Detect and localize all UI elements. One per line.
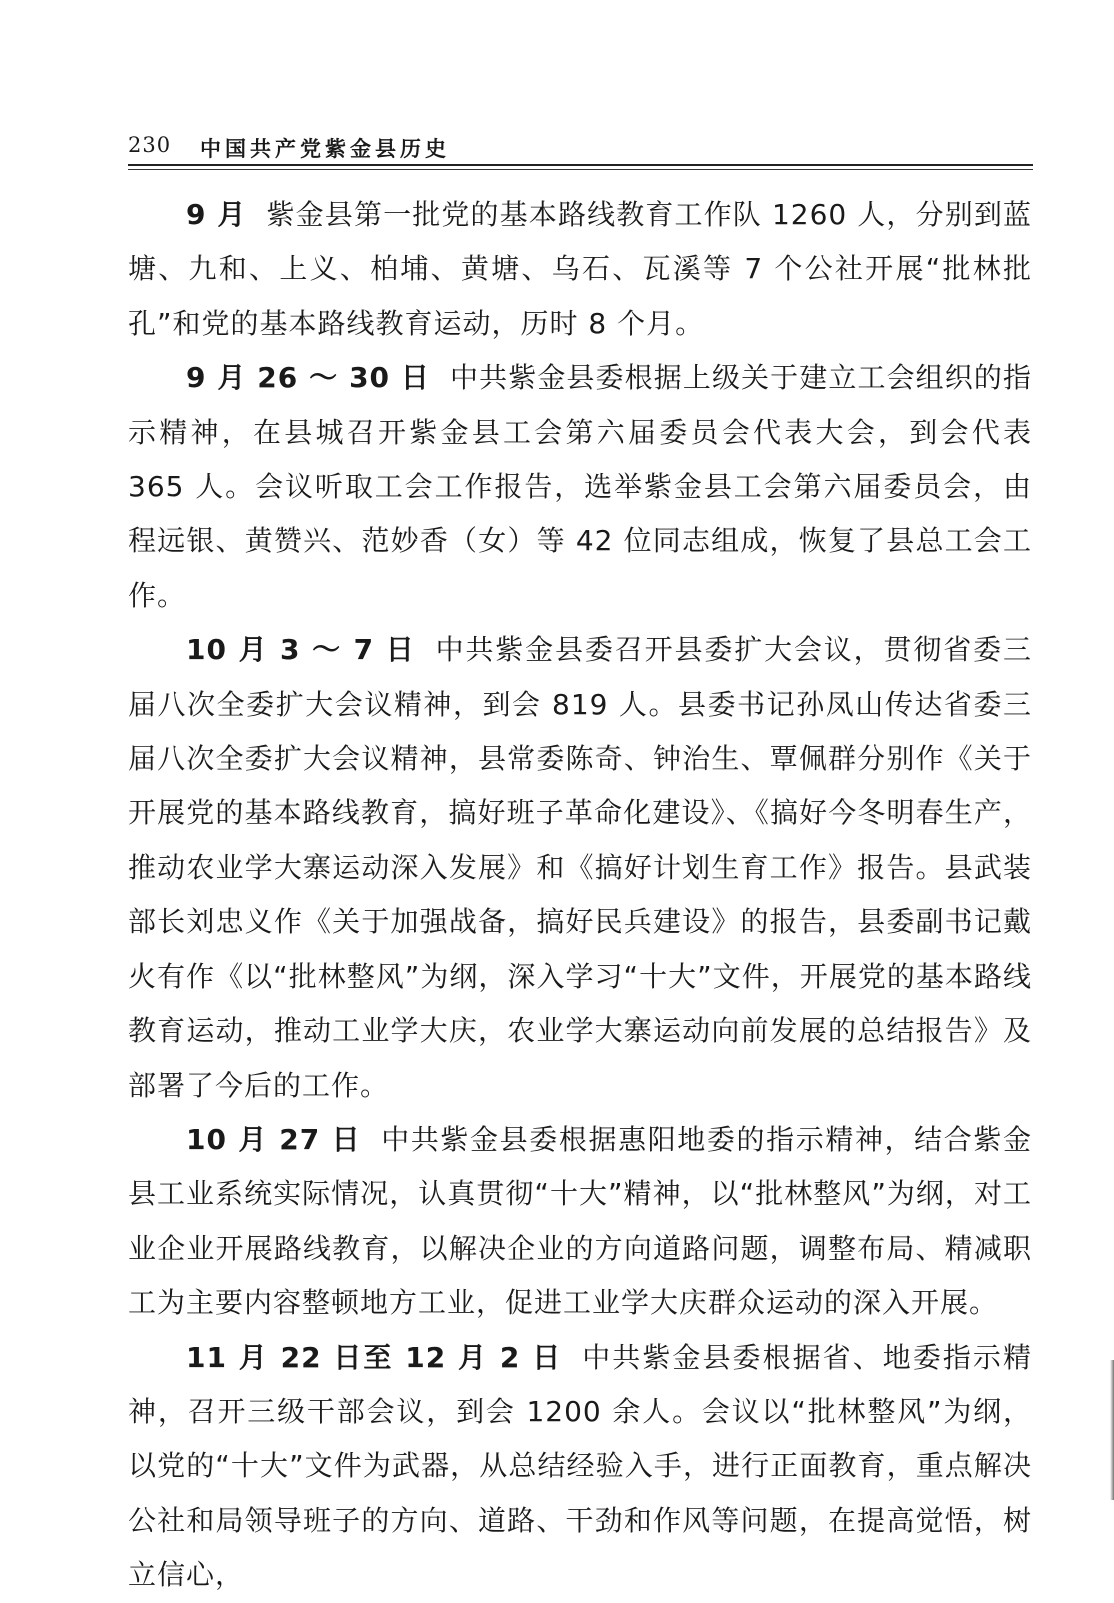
header-rule-thick [128,164,1033,166]
scan-edge-shadow [1110,1360,1114,1500]
entry-text: 中共紫金县委根据省、地委指示精神，召开三级干部会议，到会 1200 余人。会议以“批林整风”为纲，以党的“十大”文件为武器，从总结经验入手，进行正面教育，重点解决公社和局领导班子的方向、道路、干劲和作风等问题，在提高觉悟，树立信心， [128,1340,1032,1592]
chronicle-entry [128,623,1032,1113]
entry-date: 9 月 [186,198,247,231]
entry-text: 中共紫金县委根据惠阳地委的指示精神，结合紫金县工业系统实际情况，认真贯彻“十大”精神，以“批林整风”为纲，对工业企业开展路线教育，以解决企业的方向道路问题，调整布局、精减职工为主要内容整顿地方工业，促进工业学大庆群众运动的深入开展。 [128,1122,1032,1320]
entry-text: 中共紫金县委根据上级关于建立工会组织的指示精神，在县城召开紫金县工会第六届委员会代表大会，到会代表 365 人。会议听取工会工作报告，选举紫金县工会第六届委员会，由程远银、黄赞兴、范妙香（女）等 42 位同志组成，恢复了县总工会工作。 [128,361,1032,612]
running-title: 中国共产党紫金县历史 [200,137,450,161]
entry-date: 10 月 3 ～ 7 日 [186,633,416,667]
chronicle-entry [128,1113,1032,1331]
entry-date: 9 月 26 ～ 30 日 [186,361,430,395]
page-number: 230 [128,133,172,157]
entry-date: 11 月 22 日至 12 月 2 日 [186,1340,563,1374]
entry-text: 紫金县第一批党的基本路线教育工作队 1260 人，分别到蓝塘、九和、上义、柏埔、黄塘、乌石、瓦溪等 7 个公社开展“批林批孔”和党的基本路线教育运动，历时 8 个月。 [128,198,1032,340]
entry-text: 中共紫金县委召开县委扩大会议，贯彻省委三届八次全委扩大会议精神，到会 819 人。县委书记孙凤山传达省委三届八次全委扩大会议精神，县常委陈奇、钟治生、覃佩群分别作《关于开展党的基本路线教育，搞好班子革命化建设》、《搞好今冬明春生产，推动农业学大寨运动深入发展》和《搞好计划生育工作》报告。县武装部长刘忠义作《关于加强战备，搞好民兵建设》的报告，县委副书记戴火有作《以“批林整风”为纲，深入学习“十大”文件，开展党的基本路线教育运动，推动工业学大庆，农业学大寨运动向前发展的总结报告》及部署了今后的工作。 [128,633,1032,1102]
entry-date: 10 月 27 日 [186,1122,362,1156]
chronicle-entry [128,188,1032,351]
chronicle-body [128,188,1032,1603]
chronicle-entry [128,1331,1032,1603]
header-rule-thin [128,169,1033,170]
chronicle-entry [128,351,1032,623]
page-header [128,133,1033,167]
